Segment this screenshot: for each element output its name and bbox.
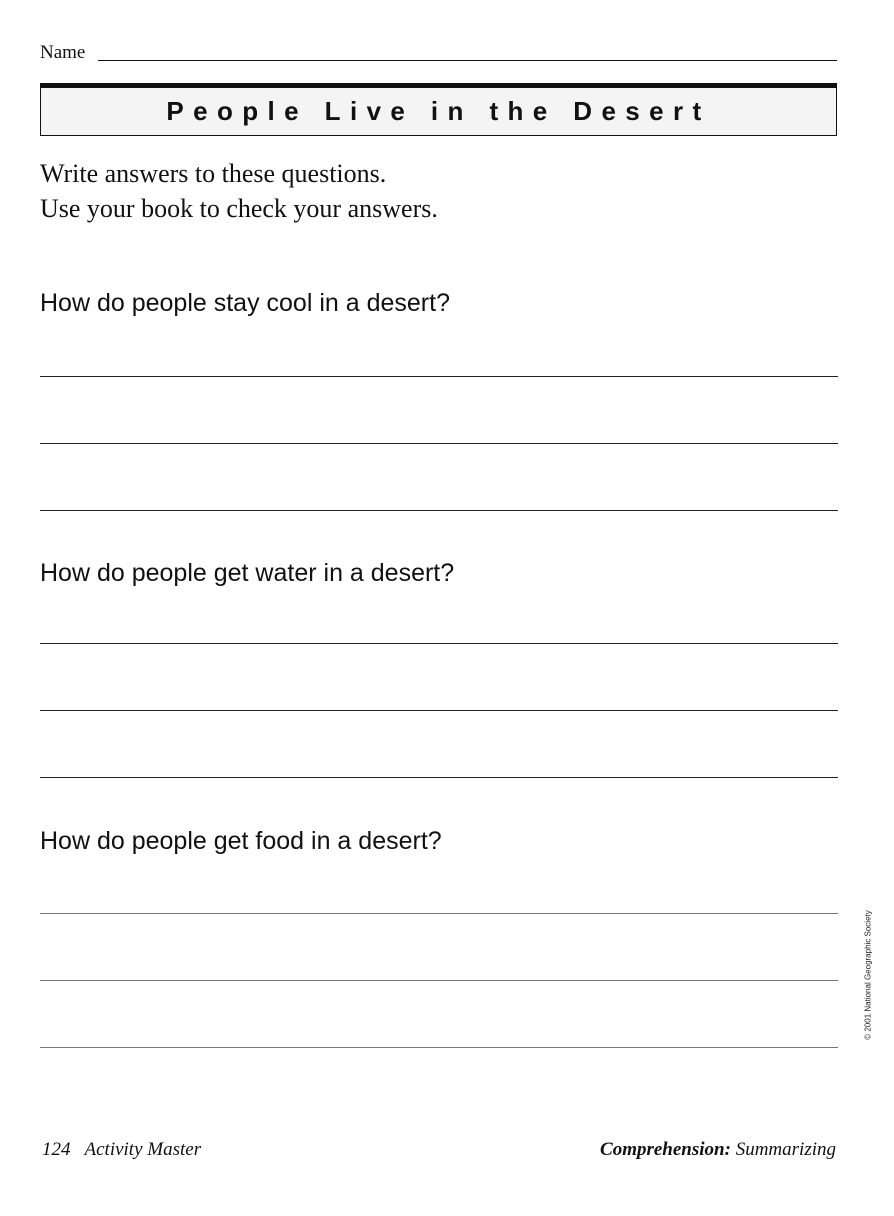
answer-line-3-1[interactable] — [40, 913, 838, 914]
instruction-line-1: Write answers to these questions. — [40, 159, 387, 188]
footer-left — [42, 1139, 201, 1161]
page-title: People Live in the Desert — [166, 96, 711, 126]
answer-line-3-2[interactable] — [40, 980, 838, 981]
skill-value: Summarizing — [735, 1139, 836, 1160]
question-3: How do people get food in a desert? — [40, 827, 442, 855]
answer-line-1-2[interactable] — [40, 443, 838, 444]
footer-right — [600, 1139, 836, 1161]
answer-line-1-3[interactable] — [40, 510, 838, 511]
skill-label: Comprehension: — [600, 1139, 731, 1160]
name-answer-line[interactable] — [98, 60, 837, 61]
question-1: How do people stay cool in a desert? — [40, 289, 450, 317]
answer-line-2-1[interactable] — [40, 643, 838, 644]
answer-line-2-3[interactable] — [40, 777, 838, 778]
name-label: Name — [40, 42, 86, 63]
question-2: How do people get water in a desert? — [40, 559, 455, 587]
answer-line-2-2[interactable] — [40, 710, 838, 711]
copyright-text: © 2001 National Geographic Society — [863, 910, 873, 1040]
activity-label: Activity Master — [84, 1139, 202, 1160]
instruction-line-2: Use your book to check your answers. — [40, 194, 438, 223]
title-banner — [40, 83, 837, 136]
answer-line-1-1[interactable] — [40, 376, 838, 377]
answer-line-3-3[interactable] — [40, 1047, 838, 1048]
page-number: 124 — [42, 1139, 71, 1160]
name-row — [40, 40, 837, 64]
instructions — [40, 156, 438, 226]
